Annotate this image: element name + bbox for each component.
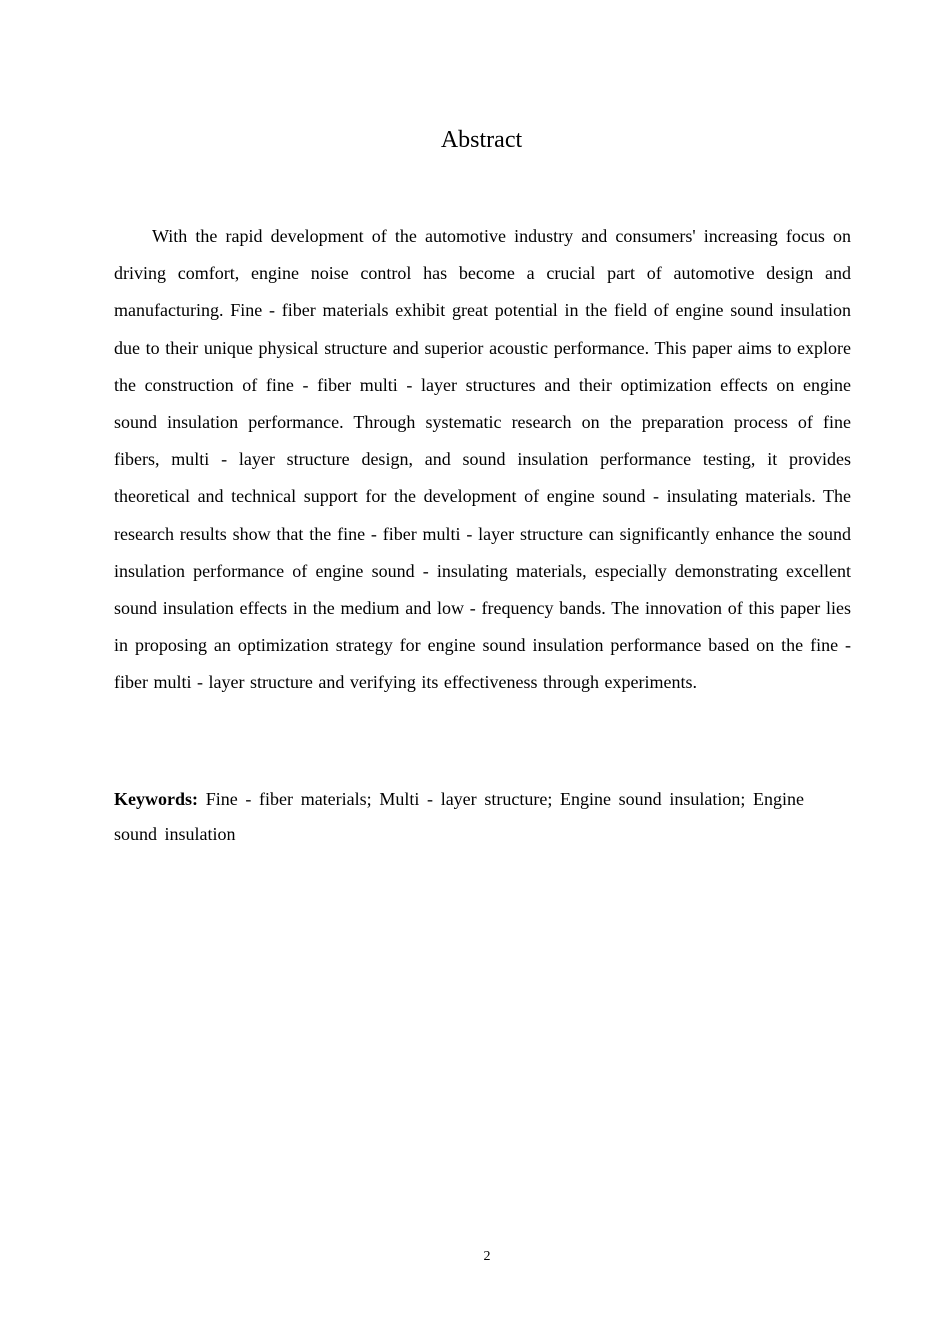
keywords-list: Fine - fiber materials; Multi - layer structure; Engine sound insulation; Engine sound insulation — [114, 789, 805, 844]
keywords-label: Keywords: — [114, 789, 198, 809]
page-title: Abstract — [440, 127, 523, 153]
keywords-section — [114, 782, 804, 852]
page-number: 2 — [483, 1249, 491, 1264]
abstract-paragraph: With the rapid development of the automotive industry and consumers' increasing focus on driving comfort, engine noise control has become a crucial part of automotive design and manufacturing. Fine - fiber materials exhibit great potential in the field of engine sound insulation due to their unique physical structure and superior acoustic performance. This paper aims to explore the construction of fine - fiber multi - layer structures and their optimization effects on engine sound insulation performance. Through systematic research on the preparation process of fine fibers, multi - layer structure design, and sound insulation performance testing, it provides theoretical and technical support for the development of engine sound - insulating materials. The research results show that the fine - fiber multi - layer structure can significantly enhance the sound insulation performance of engine sound - insulating materials, especially demonstrating excellent sound insulation effects in the medium and low - frequency bands. The innovation of this paper lies in proposing an optimization strategy for engine sound insulation performance based on the fine - fiber multi - layer structure and verifying its effectiveness through experiments. — [114, 226, 851, 693]
